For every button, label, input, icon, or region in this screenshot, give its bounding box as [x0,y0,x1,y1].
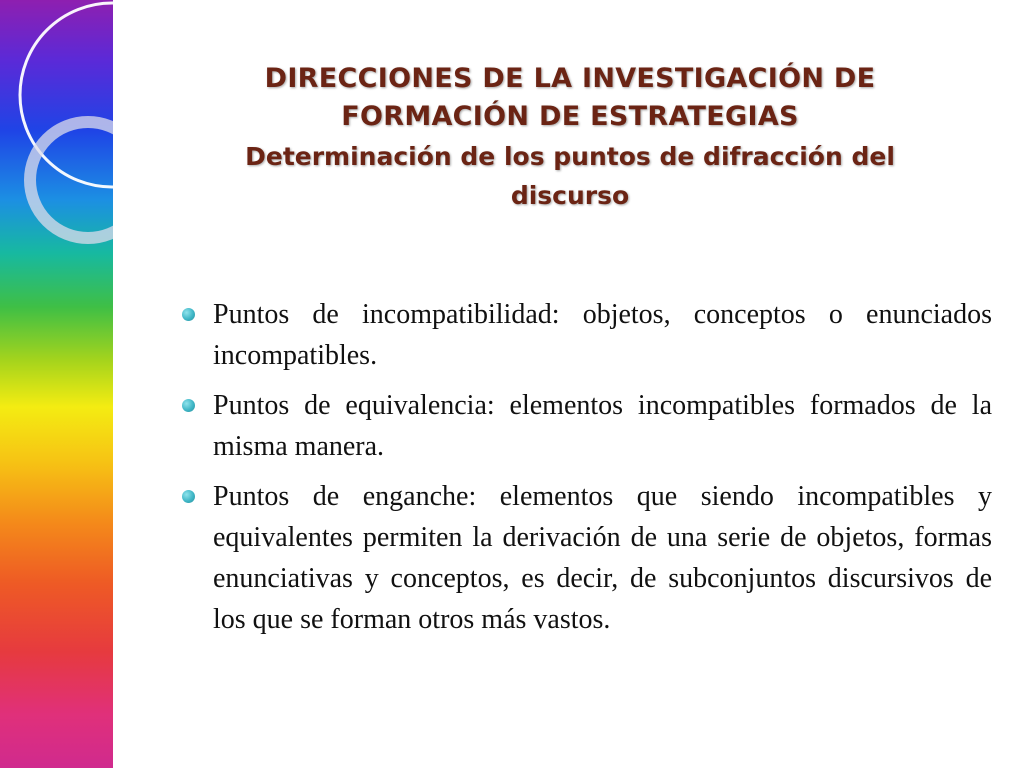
bullet-item [180,476,992,640]
teal-circle-bullet-icon [182,308,195,321]
bullet-text: Puntos de enganche: elementos que siendo incompatibles y equivalentes permiten la derivación de una serie de objetos, formas enunciativas y conceptos, es decir, de subconjuntos discursivos de los que se forman otros más vastos. [213,481,992,635]
decorative-rings [0,0,113,768]
slide-subtitle-line-2: discurso [510,181,630,210]
bullet-item [180,385,992,467]
rainbow-side-band [0,0,113,768]
slide-subtitle-line-1: Determinación de los puntos de difracción del [245,142,895,171]
bullet-item [180,294,992,376]
bullet-text: Puntos de incompatibilidad: objetos, conceptos o enunciados incompatibles. [213,299,992,371]
bullet-text: Puntos de equivalencia: elementos incompatibles formados de la misma manera. [213,390,992,462]
slide-title-line-1: DIRECCIONES DE LA INVESTIGACIÓN DE [264,63,876,94]
bullet-list [180,294,992,649]
teal-circle-bullet-icon [182,490,195,503]
teal-circle-bullet-icon [182,399,195,412]
slide-title-line-2: FORMACIÓN DE ESTRATEGIAS [341,101,799,132]
slide-title-block [140,60,1000,214]
decorative-ring-small [30,122,113,238]
